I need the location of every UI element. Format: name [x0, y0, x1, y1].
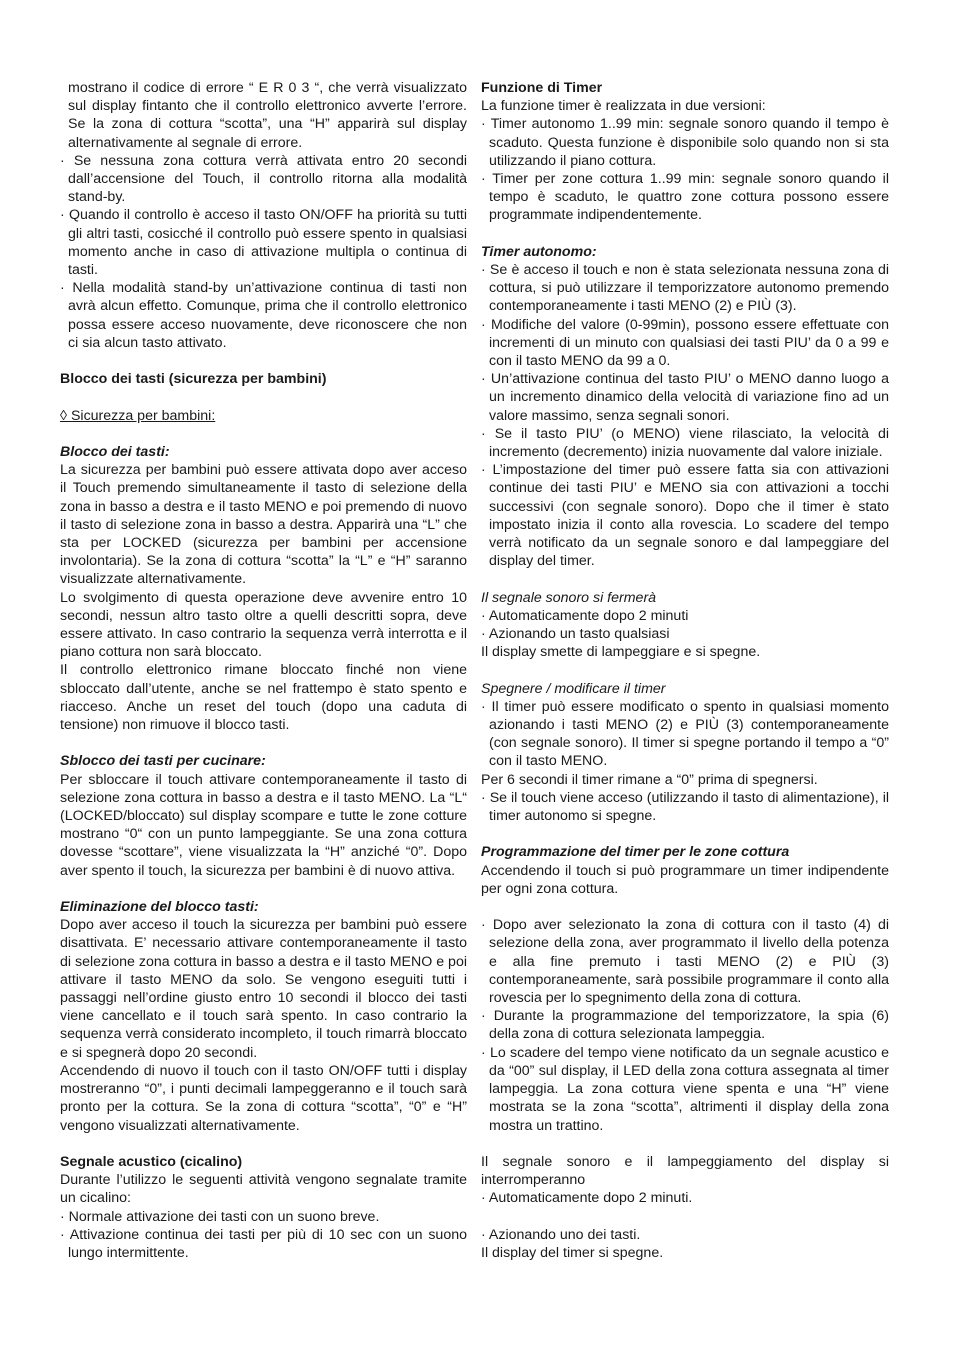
subheading-segnale-fermera: Il segnale sonoro si fermerà	[481, 589, 657, 606]
subheading-programmazione: Programmazione del timer per le zone cottura	[481, 844, 790, 861]
list-item: · Se è acceso il touch e non è stata selezionata nessuna zona di cottura, si può utilizzare il temporizzatore autonomo premendo contemporaneamente i tasti MENO (2) e PIÙ (3).	[481, 262, 889, 315]
paragraph: Per sbloccare il touch attivare contemporaneamente il tasto di selezione zona cottura in basso a destra e il tasto MENO. La “L“ (LOCKED/bloccato) sul display scompare e tutte le zone cotture mostrano “0“ con un punto lampeggiante. Se una zona cottura dovesse “scottare”, viene visualizzata la “H” anziché “0”. Dopo aver spento il touch, la sicurezza per bambini è di nuovo attiva.	[60, 771, 467, 879]
subheading-spegnere: Spegnere / modificare il timer	[481, 680, 666, 697]
section-heading-blocco: Blocco dei tasti (sicurezza per bambini)	[60, 371, 327, 388]
paragraph: Per 6 secondi il timer rimane a “0” prima di spegnersi.	[481, 771, 818, 788]
list-item: · Quando il controllo è acceso il tasto ON/OFF ha priorità su tutti gli altri tasti, cosicché il controllo può essere spento in qualsiasi momento anche in caso di attivazione multipla o continua di tasti.	[60, 207, 467, 279]
list-item: · Dopo aver selezionato la zona di cottura con il tasto (4) di selezione della zona, aver programmato il livello della potenza e alla fine premuto i tasti MENO (2) e PIÙ (3) contemporaneamente, sarà possibile programmare il conto alla rovescia per lo spegnimento della zona di cottura.	[481, 917, 889, 1007]
list-item: · Durante la programmazione del temporizzatore, la spia (6) della zona di cottura selezionata lampeggia.	[481, 1008, 889, 1043]
list-item: · Modifiche del valore (0-99min), possono essere effettuate con incrementi di un minuto con qualsiasi dei tasti PIU’ da 0 a 99 e con il tasto MENO da 99 a 0.	[481, 316, 889, 370]
list-item: · Automaticamente dopo 2 minuti	[481, 607, 689, 624]
list-item: · Azionando uno dei tasti.	[481, 1226, 641, 1243]
subheading-timer-autonomo: Timer autonomo:	[481, 243, 597, 260]
list-item: · Se il touch viene acceso (utilizzando il tasto di alimentazione), il timer autonomo si spegne.	[481, 789, 889, 825]
paragraph: Accendendo di nuovo il touch con il tasto ON/OFF tutti i display mostreranno “0”, i punti decimali lampeggeranno e il touch sarà pronto per la cottura. Se la zona di cottura “scotta”, “0” e “H” vengono visualizzati alternativamente.	[60, 1062, 467, 1134]
subheading-sblocco: Sblocco dei tasti per cucinare:	[60, 753, 266, 770]
subheading-eliminazione: Eliminazione del blocco tasti:	[60, 899, 259, 916]
list-item: · Attivazione continua dei tasti per più di 10 sec con un suono lungo intermittente.	[60, 1226, 467, 1261]
list-item: · Un’attivazione continua del tasto PIU’ o MENO danno luogo a un incremento dinamico della velocità di variazione fino ad un valore massimo, senza segnali sonori.	[481, 371, 889, 424]
list-item: · Lo scadere del tempo viene notificato da un segnale acustico e da “00” sul display, il LED della zona cottura assegnata al timer lampeggia. La zona cottura viene spenta e una “H” viene mostrata se la zona “scotta”, altrimenti il display della zona mostra un trattino.	[481, 1044, 889, 1134]
paragraph: Il controllo elettronico rimane bloccato finché non viene sbloccato dall’utente, anche se nel frattempo è stato spento e riacceso. Anche un reset del touch (dopo una caduta di tensione) non rimuove il blocco tasti.	[60, 662, 467, 734]
paragraph: Accendendo il touch si può programmare un timer indipendente per ogni zona cottura.	[481, 862, 889, 897]
paragraph: Durante l’utilizzo le seguenti attività vengono segnalate tramite un cicalino:	[60, 1172, 467, 1207]
list-item: · Automaticamente dopo 2 minuti.	[481, 1190, 693, 1207]
list-item: · Timer per zone cottura 1..99 min: segnale sonoro quando il tempo è scaduto, le quattro zone cottura possono essere programmate indipendentemente.	[481, 171, 889, 224]
paragraph: Lo svolgimento di questa operazione deve avvenire entro 10 secondi, nessun altro tasto oltre a quelli descritti sopra, deve essere attivato. In caso contrario la sequenza verrà interrotta e il piano cottura non sarà bloccato.	[60, 589, 467, 661]
list-item: · L’impostazione del timer può essere fatta sia con attivazioni continue dei tasti PIU’ e MENO sia con attivazioni a tocchi successivi (con segnale sonoro). Dopo che il timer è stato impostato inizia il conto alla rovescia. Lo scadere del tempo verrà notificato da un segnale sonoro e dal lampeggiare del display del timer.	[481, 462, 889, 570]
section-heading-timer: Funzione di Timer	[481, 80, 603, 96]
section-heading-segnale: Segnale acustico (cicalino)	[60, 1153, 243, 1170]
list-item: · Il timer può essere modificato o spento in qualsiasi momento azionando i tasti MENO (2) e PIÙ (3) contemporaneamente (con segnale sonoro). Il timer si spegne portando il tempo a “0” con il tasto MENO.	[481, 698, 889, 770]
paragraph: La funzione timer è realizzata in due versioni:	[481, 98, 766, 115]
subheading-sicurezza: ◊ Sicurezza per bambini:	[60, 407, 216, 424]
list-item: · Nella modalità stand-by un’attivazione continua di tasti non avrà alcun effetto. Comunque, prima che il controllo elettronico possa essere acceso nuovamente, deve riconoscere che non ci sia alcun tasto attivato.	[60, 280, 467, 351]
list-item: · Timer autonomo 1..99 min: segnale sonoro quando il tempo è scaduto. Questa funzione è disponibile solo quando non si sta utilizzando il piano cottura.	[481, 116, 889, 169]
paragraph: Il display del timer si spegne.	[481, 1244, 664, 1261]
paragraph: Il display smette di lampeggiare e si spegne.	[481, 644, 761, 661]
paragraph: Dopo aver acceso il touch la sicurezza per bambini può essere disattivata. E’ necessario attivare contemporaneamente il tasto di selezione zona cottura in basso a destra e il tasto MENO e poi attivare il tasto MENO da solo. Se vengono eseguiti tutti i passaggi nell’ordine giusto entro 10 secondi il blocco dei tasti viene cancellato e il touch sarà spento. In caso contrario la sequenza verrà considerato incompleto, il touch rimarrà bloccato e si spegnerà dopo 20 secondi.	[60, 917, 467, 1061]
list-item: · Normale attivazione dei tasti con un suono breve.	[60, 1208, 380, 1225]
list-item: · Se il tasto PIU’ (o MENO) viene rilasciato, la velocità di incremento (decremento) inizia nuovamente dal valore iniziale.	[481, 425, 889, 461]
subheading-blocco-tasti: Blocco dei tasti:	[60, 444, 170, 461]
list-item: · Azionando un tasto qualsiasi	[481, 626, 670, 643]
paragraph: Il segnale sonoro e il lampeggiamento del display si interromperanno	[481, 1153, 889, 1189]
left-column	[60, 79, 467, 1262]
intro-continuation: mostrano il codice di errore “ E R 0 3 “, che verrà visualizzato sul display fintanto che il controllo elettronico avverte l’errore. Se la zona di cottura “scotta”, una “H” apparirà sul display alternativamente al segnale di errore.	[68, 80, 467, 151]
right-column	[481, 79, 889, 1262]
paragraph: La sicurezza per bambini può essere attivata dopo aver acceso il Touch premendo simultaneamente il tasto di selezione della zona in basso a destra e il tasto MENO e poi premendo di nuovo il tasto di selezione zona in basso a destra. Apparirà una “L” che sta per LOCKED (sicurezza per bambini per accensione involontaria). Se la zona di cottura “scotta” la “L” e “H” saranno visualizzate alternativamente.	[60, 462, 467, 588]
list-item: · Se nessuna zona cottura verrà attivata entro 20 secondi dall’accensione del Touch, il controllo ritorna alla modalità stand-by.	[60, 152, 467, 206]
